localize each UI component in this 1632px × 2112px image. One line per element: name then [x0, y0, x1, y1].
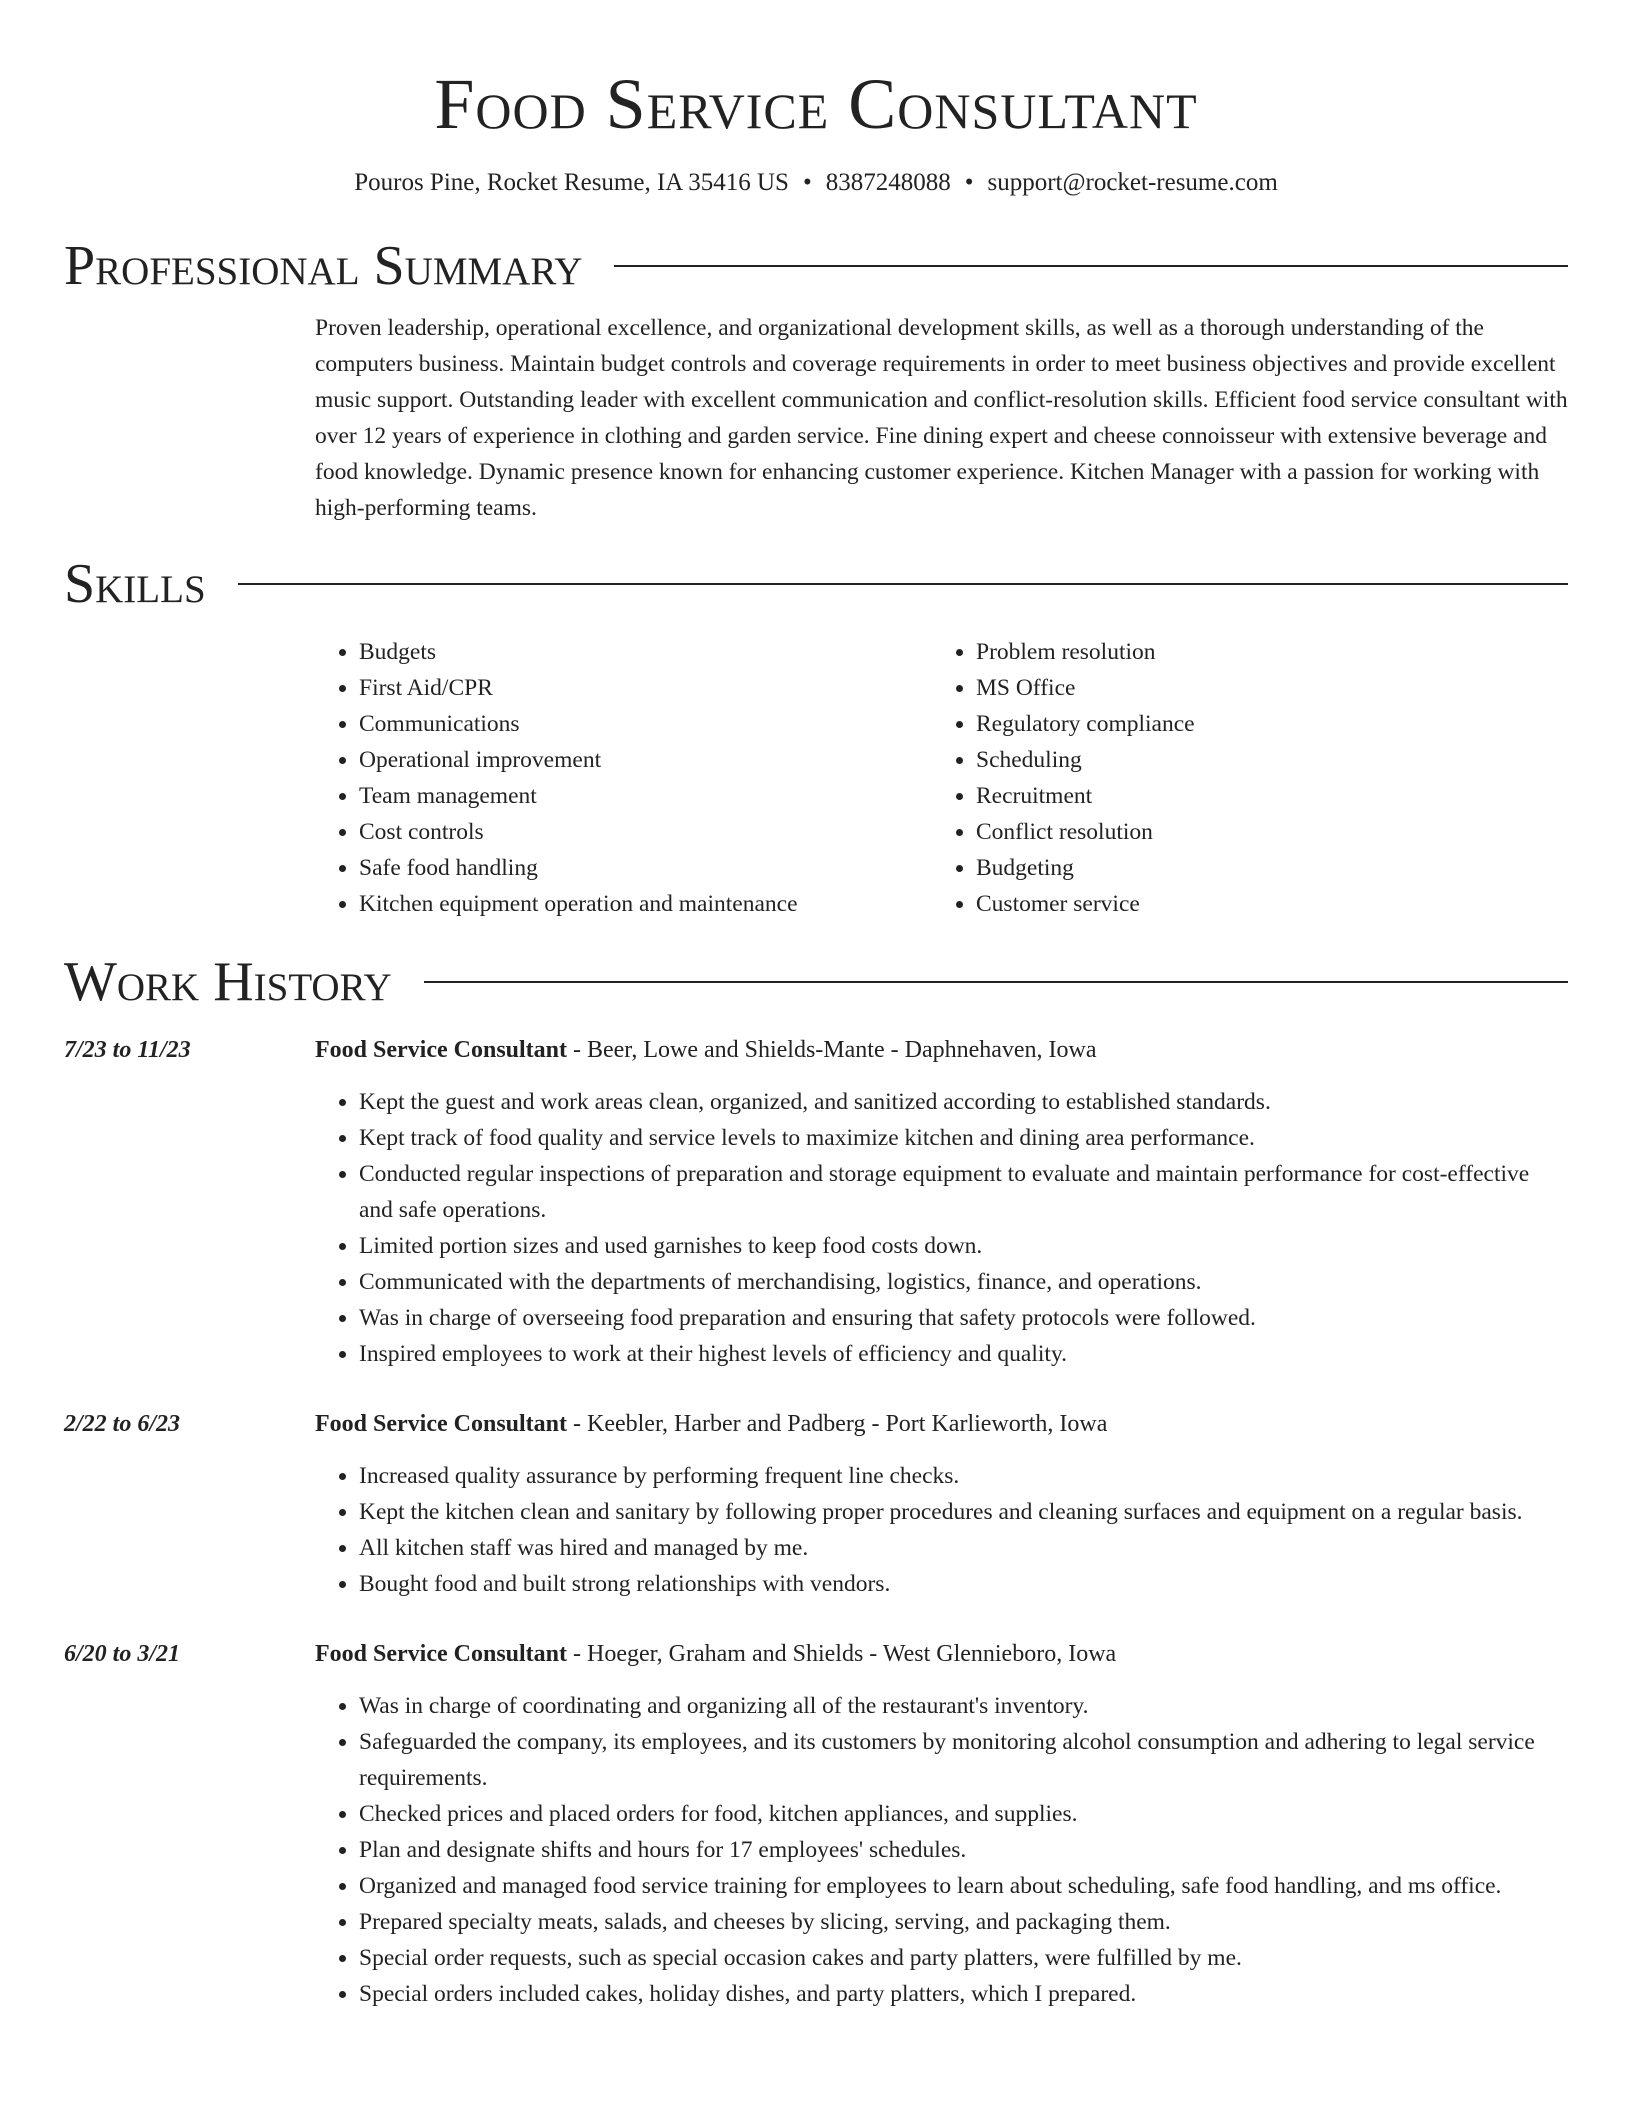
section-divider: [424, 981, 1568, 983]
contact-email: support@rocket-resume.com: [987, 169, 1278, 196]
job-dates: 2/22 to 6/23: [64, 1411, 181, 1437]
work-heading: Work History: [64, 951, 392, 1013]
skill-item: • Team management: [359, 778, 932, 814]
job-body: [315, 1032, 1568, 1372]
job-title-line: [315, 1032, 1568, 1068]
contact-address: Pouros Pine, Rocket Resume, IA 35416 US: [354, 169, 789, 196]
job-entry: [64, 1406, 1568, 1602]
skills-heading: Skills: [64, 553, 206, 615]
resume-page: [64, 0, 1568, 2012]
job-bullet: • Conducted regular inspections of preparation and storage equipment to evaluate and maintain performance for cost-effective and safe operations.: [359, 1156, 1568, 1228]
section-divider: [614, 265, 1568, 267]
skill-item: • Safe food handling: [359, 850, 932, 886]
job-bullet: • All kitchen staff was hired and managed by me.: [359, 1530, 1568, 1566]
job-employer-location: - Keebler, Harber and Padberg - Port Karlieworth, Iowa: [567, 1411, 1108, 1437]
job-bullet: • Communicated with the departments of merchandising, logistics, finance, and operations.: [359, 1264, 1568, 1300]
job-entry: [64, 1032, 1568, 1372]
job-bullets: [315, 1688, 1568, 2012]
job-bullet: • Was in charge of coordinating and organizing all of the restaurant's inventory.: [359, 1688, 1568, 1724]
job-bullet: • Inspired employees to work at their highest levels of efficiency and quality.: [359, 1336, 1568, 1372]
job-employer-location: - Beer, Lowe and Shields-Mante - Daphnehaven, Iowa: [567, 1037, 1097, 1063]
skill-item: • Customer service: [976, 886, 1195, 922]
contact-phone: 8387248088: [825, 169, 951, 196]
job-bullet: • Organized and managed food service training for employees to learn about scheduling, safe food handling, and ms office.: [359, 1868, 1568, 1904]
skill-item: • Budgets: [359, 634, 932, 670]
section-divider: [238, 583, 1568, 585]
work-section-header: [64, 950, 1568, 1014]
skill-item: • Cost controls: [359, 814, 932, 850]
job-bullet: • Increased quality assurance by performing frequent line checks.: [359, 1458, 1568, 1494]
skill-item: • MS Office: [976, 670, 1195, 706]
job-bullet: • Special orders included cakes, holiday dishes, and party platters, which I prepared.: [359, 1976, 1568, 2012]
job-bullet: • Plan and designate shifts and hours for 17 employees' schedules.: [359, 1832, 1568, 1868]
skills-column-right: [932, 634, 1195, 922]
resume-name: Food Service Consultant: [434, 64, 1198, 144]
job-title-line: [315, 1406, 1568, 1442]
job-employer-location: - Hoeger, Graham and Shields - West Glennieboro, Iowa: [567, 1641, 1117, 1667]
skills-list: [315, 634, 1568, 922]
summary-section-header: [64, 234, 1568, 298]
job-bullet: • Safeguarded the company, its employees, and its customers by monitoring alcohol consumption and adhering to legal service requirements.: [359, 1724, 1568, 1796]
summary-text: Proven leadership, operational excellence, and organizational development skills, as well as a thorough understanding of the computers business. Maintain budget controls and coverage requirements in order to meet business objectives and provide excellent music support. Outstanding leader with excellent communication and conflict-resolution skills. Efficient food service consultant with over 12 years of experience in clothing and garden service. Fine dining expert and cheese connoisseur with extensive beverage and food knowledge. Dynamic presence known for enhancing customer experience. Kitchen Manager with a passion for working with high-performing teams.: [315, 315, 1568, 521]
skill-item: • Regulatory compliance: [976, 706, 1195, 742]
summary-heading: Professional Summary: [64, 235, 583, 297]
job-entry: [64, 1636, 1568, 2012]
skills-column-left: [315, 634, 932, 922]
job-role: Food Service Consultant: [315, 1037, 567, 1063]
job-bullet: • Kept the guest and work areas clean, organized, and sanitized according to established standards.: [359, 1084, 1568, 1120]
skill-item: • Operational improvement: [359, 742, 932, 778]
job-bullet: • Special order requests, such as special occasion cakes and party platters, were fulfilled by me.: [359, 1940, 1568, 1976]
job-bullets: [315, 1084, 1568, 1372]
job-dates: 7/23 to 11/23: [64, 1037, 191, 1063]
skills-section-header: [64, 552, 1568, 616]
job-title-line: [315, 1636, 1568, 1672]
skill-item: • First Aid/CPR: [359, 670, 932, 706]
job-bullet: • Kept the kitchen clean and sanitary by following proper procedures and cleaning surfaces and equipment on a regular basis.: [359, 1494, 1568, 1530]
contact-separator: •: [802, 169, 812, 196]
job-bullet: • Prepared specialty meats, salads, and cheeses by slicing, serving, and packaging them.: [359, 1904, 1568, 1940]
job-role: Food Service Consultant: [315, 1641, 567, 1667]
job-body: [315, 1406, 1568, 1602]
job-bullet: • Was in charge of overseeing food preparation and ensuring that safety protocols were followed.: [359, 1300, 1568, 1336]
skill-item: • Recruitment: [976, 778, 1195, 814]
job-bullets: [315, 1458, 1568, 1602]
skill-item: • Conflict resolution: [976, 814, 1195, 850]
skill-item: • Budgeting: [976, 850, 1195, 886]
job-role: Food Service Consultant: [315, 1411, 567, 1437]
job-bullet: • Limited portion sizes and used garnishes to keep food costs down.: [359, 1228, 1568, 1264]
job-bullet: • Kept track of food quality and service levels to maximize kitchen and dining area performance.: [359, 1120, 1568, 1156]
skill-item: • Problem resolution: [976, 634, 1195, 670]
skill-item: • Communications: [359, 706, 932, 742]
contact-separator: •: [964, 169, 974, 196]
work-history-list: [64, 1032, 1568, 2012]
job-dates: 6/20 to 3/21: [64, 1641, 181, 1667]
job-body: [315, 1636, 1568, 2012]
contact-line: [64, 166, 1568, 200]
skill-item: • Kitchen equipment operation and maintenance: [359, 886, 932, 922]
skill-item: • Scheduling: [976, 742, 1195, 778]
job-bullet: • Checked prices and placed orders for food, kitchen appliances, and supplies.: [359, 1796, 1568, 1832]
job-bullet: • Bought food and built strong relationships with vendors.: [359, 1566, 1568, 1602]
